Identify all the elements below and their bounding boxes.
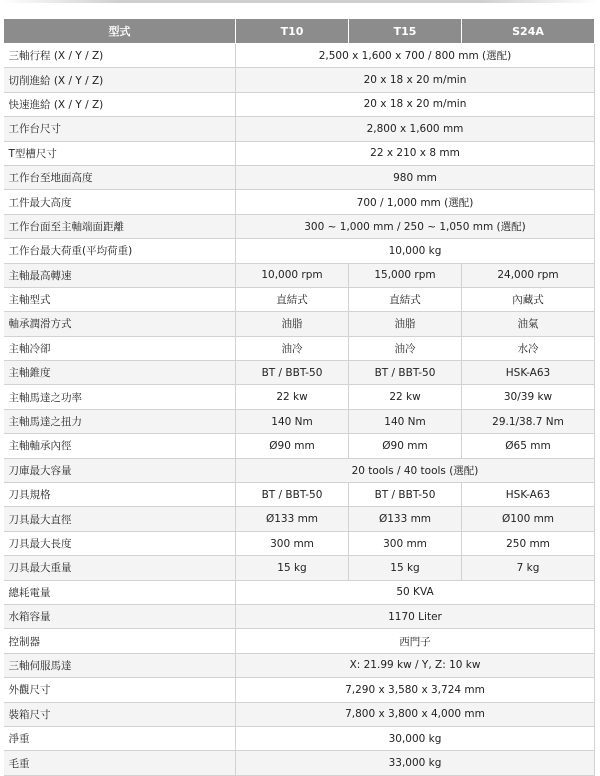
row-value-shared: 20 tools / 40 tools (選配) [236, 458, 595, 482]
row-value-shared: 22 x 210 x 8 mm [236, 141, 595, 165]
row-value: 油冷 [349, 336, 462, 360]
row-label: 工作台面至主軸端面距離 [4, 214, 236, 238]
row-label: 刀具最大重量 [4, 556, 236, 580]
row-label: 主軸錐度 [4, 361, 236, 385]
row-label: T型槽尺寸 [4, 141, 236, 165]
table-row [4, 68, 595, 92]
row-value-shared: 20 x 18 x 20 m/min [236, 68, 595, 92]
table-row [4, 165, 595, 189]
table-row [4, 434, 595, 458]
row-value-shared: 50 KVA [236, 580, 595, 604]
row-label: 軸承潤滑方式 [4, 312, 236, 336]
table-row [4, 92, 595, 116]
row-label: 淨重 [4, 726, 236, 750]
row-value: 140 Nm [236, 409, 349, 433]
row-value: Ø100 mm [462, 507, 595, 531]
row-value-shared: 300 ~ 1,000 mm / 250 ~ 1,050 mm (選配) [236, 214, 595, 238]
row-label: 快速進給 (X / Y / Z) [4, 92, 236, 116]
row-label: 刀庫最大容量 [4, 458, 236, 482]
table-row [4, 385, 595, 409]
row-value-shared: 20 x 18 x 20 m/min [236, 92, 595, 116]
table-row [4, 287, 595, 311]
row-label: 三軸伺服馬達 [4, 653, 236, 677]
row-value: 29.1/38.7 Nm [462, 409, 595, 433]
header-row [4, 19, 595, 44]
row-value: 15 kg [349, 556, 462, 580]
row-value-shared: 980 mm [236, 165, 595, 189]
row-value: BT / BBT-50 [349, 361, 462, 385]
row-value: 油脂 [236, 312, 349, 336]
table-row [4, 117, 595, 141]
table-row [4, 458, 595, 482]
row-label: 控制器 [4, 629, 236, 653]
row-value: HSK-A63 [462, 361, 595, 385]
table-row [4, 751, 595, 775]
row-label: 工作台至地面高度 [4, 165, 236, 189]
row-value: 140 Nm [349, 409, 462, 433]
table-row [4, 141, 595, 165]
row-value: BT / BBT-50 [236, 361, 349, 385]
row-label: 切削進給 (X / Y / Z) [4, 68, 236, 92]
row-value: 250 mm [462, 531, 595, 555]
row-label: 刀具規格 [4, 483, 236, 507]
table-row [4, 44, 595, 68]
row-value-shared: X: 21.99 kw / Y, Z: 10 kw [236, 653, 595, 677]
row-value-shared: 1170 Liter [236, 604, 595, 628]
row-value: 10,000 rpm [236, 263, 349, 287]
row-value: 24,000 rpm [462, 263, 595, 287]
header-model-s24a: S24A [462, 19, 595, 44]
table-row [4, 531, 595, 555]
row-label: 裝箱尺寸 [4, 702, 236, 726]
row-label: 主軸冷卻 [4, 336, 236, 360]
row-value-shared: 700 / 1,000 mm (選配) [236, 190, 595, 214]
row-value: Ø90 mm [236, 434, 349, 458]
table-row [4, 483, 595, 507]
header-model-t10: T10 [236, 19, 349, 44]
spec-table-body [4, 44, 595, 776]
row-value: 直結式 [236, 287, 349, 311]
row-label: 三軸行程 (X / Y / Z) [4, 44, 236, 68]
table-row [4, 214, 595, 238]
header-label: 型式 [4, 19, 236, 44]
row-label: 工件最大高度 [4, 190, 236, 214]
row-value-shared: 7,290 x 3,580 x 3,724 mm [236, 678, 595, 702]
row-label: 主軸馬達之功率 [4, 385, 236, 409]
table-row [4, 556, 595, 580]
row-value: 15 kg [236, 556, 349, 580]
row-value-shared: 2,500 x 1,600 x 700 / 800 mm (選配) [236, 44, 595, 68]
row-label: 刀具最大長度 [4, 531, 236, 555]
row-value: 直結式 [349, 287, 462, 311]
table-row [4, 604, 595, 628]
row-value-shared: 7,800 x 3,800 x 4,000 mm [236, 702, 595, 726]
row-label: 工作台最大荷重(平均荷重) [4, 239, 236, 263]
table-row [4, 361, 595, 385]
row-value: 油氣 [462, 312, 595, 336]
row-label: 水箱容量 [4, 604, 236, 628]
row-value-shared: 西門子 [236, 629, 595, 653]
row-value: 22 kw [236, 385, 349, 409]
row-label: 刀具最大直徑 [4, 507, 236, 531]
table-row [4, 239, 595, 263]
spec-table-header [4, 19, 595, 44]
table-row [4, 580, 595, 604]
table-row [4, 336, 595, 360]
table-row [4, 190, 595, 214]
row-value-shared: 2,800 x 1,600 mm [236, 117, 595, 141]
row-value: Ø133 mm [349, 507, 462, 531]
table-row [4, 726, 595, 750]
row-label: 外觀尺寸 [4, 678, 236, 702]
row-value: BT / BBT-50 [349, 483, 462, 507]
table-row [4, 629, 595, 653]
row-value: 300 mm [236, 531, 349, 555]
row-value: Ø90 mm [349, 434, 462, 458]
row-value: 22 kw [349, 385, 462, 409]
row-value: 油脂 [349, 312, 462, 336]
row-value: BT / BBT-50 [236, 483, 349, 507]
row-value: 300 mm [349, 531, 462, 555]
row-label: 主軸最高轉速 [4, 263, 236, 287]
top-divider [0, 0, 600, 3]
row-label: 主軸軸承內徑 [4, 434, 236, 458]
table-row [4, 507, 595, 531]
row-value-shared: 33,000 kg [236, 751, 595, 775]
row-value: 內藏式 [462, 287, 595, 311]
row-value: 油冷 [236, 336, 349, 360]
row-value: HSK-A63 [462, 483, 595, 507]
row-value: Ø133 mm [236, 507, 349, 531]
row-value: 水冷 [462, 336, 595, 360]
row-label: 主軸馬達之扭力 [4, 409, 236, 433]
spec-table [3, 18, 595, 776]
table-row [4, 653, 595, 677]
row-label: 工作台尺寸 [4, 117, 236, 141]
table-row [4, 263, 595, 287]
row-value-shared: 10,000 kg [236, 239, 595, 263]
row-value: Ø65 mm [462, 434, 595, 458]
row-label: 總耗電量 [4, 580, 236, 604]
row-value-shared: 30,000 kg [236, 726, 595, 750]
table-row [4, 702, 595, 726]
table-row [4, 409, 595, 433]
row-label: 主軸型式 [4, 287, 236, 311]
row-value: 30/39 kw [462, 385, 595, 409]
table-row [4, 678, 595, 702]
row-value: 7 kg [462, 556, 595, 580]
row-value: 15,000 rpm [349, 263, 462, 287]
row-label: 毛重 [4, 751, 236, 775]
table-row [4, 312, 595, 336]
header-model-t15: T15 [349, 19, 462, 44]
